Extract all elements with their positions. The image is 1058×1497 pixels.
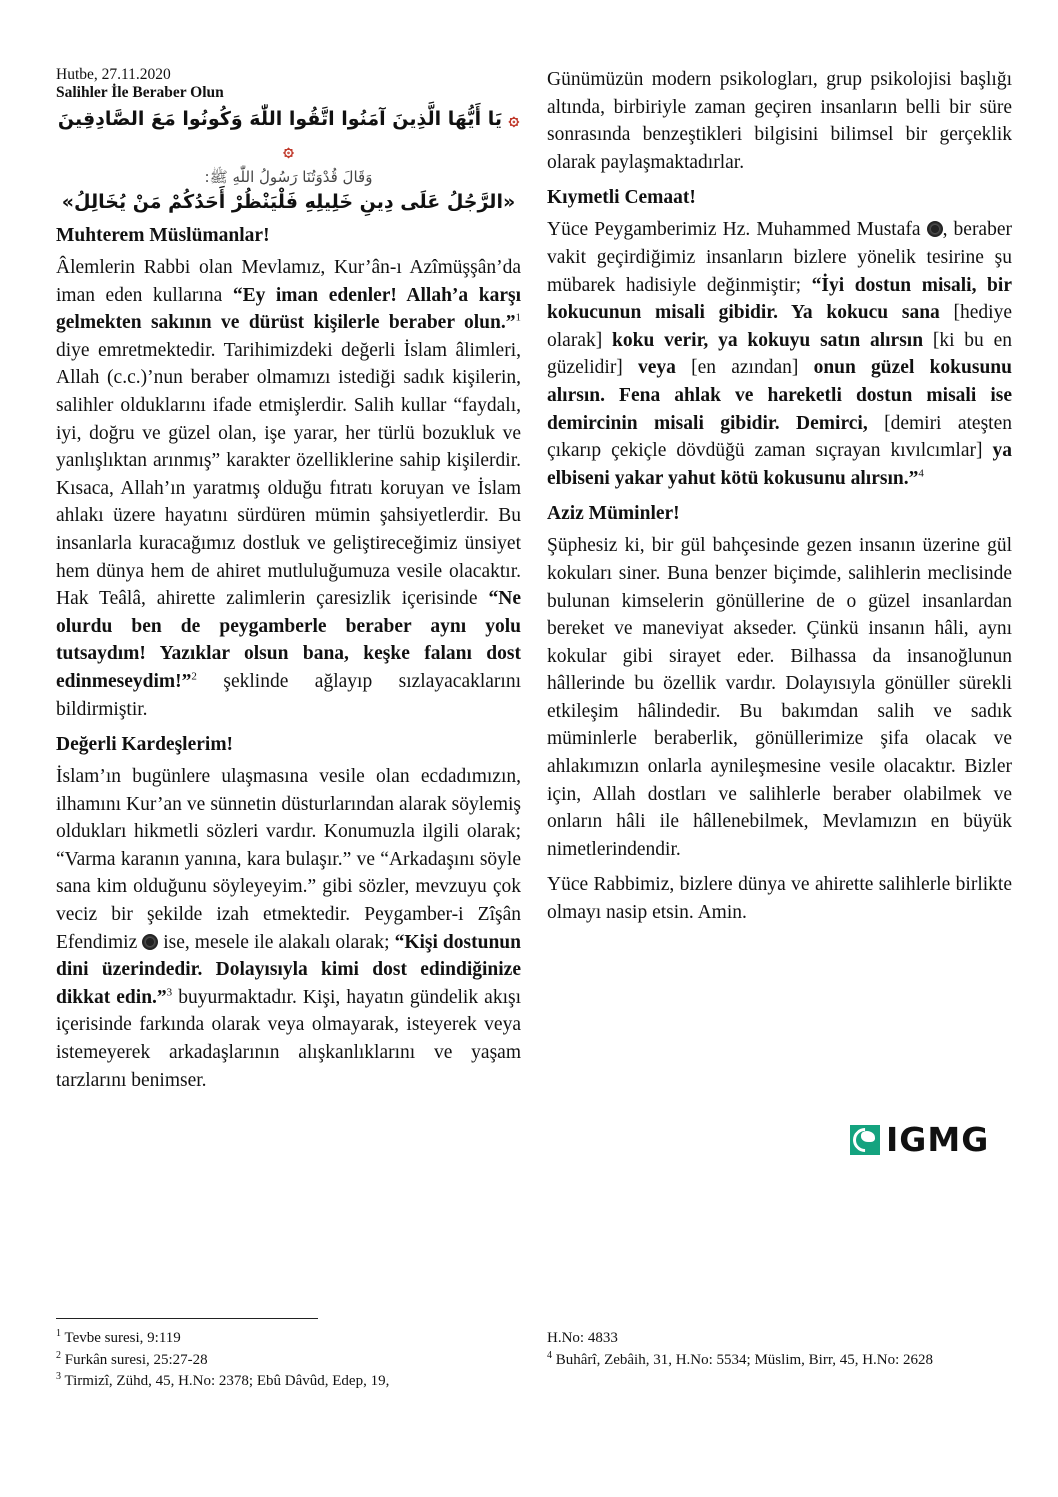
footnotes-right xyxy=(547,1328,1017,1371)
arabic-ayah-text: يَا أَيُّهَا الَّذِينَ آمَنُوا اتَّقُوا اللّٰهَ وَكُونُوا مَعَ الصَّادِقِينَ xyxy=(57,108,502,130)
logo-text: IGMG xyxy=(886,1120,990,1159)
paragraph: Günümüzün modern psikologları, grup psikolojisi başlığı altında, birbiriyle zaman geçiren insanların belli bir süre sonrasında benzeştikleri bilgisini bilimsel bir gerçeklik olarak paylaşmaktadırlar. xyxy=(547,69,1012,173)
footnote-ref[interactable]: 2 xyxy=(191,670,197,683)
text: buyurmaktadır. Kişi, hayatın gündelik akışı içerisinde farkında olarak veya olmayarak, isteyerek veya istemeyerek arkadaşlarının alışkanlıklarını ve yaşam tarzlarını benimser. xyxy=(56,986,521,1091)
text: şeklinde ağlayıp sızlayacaklarını bildirmiştir. xyxy=(56,670,521,720)
footnote-text: Tevbe suresi, 9:119 xyxy=(61,1330,181,1346)
text: [ki bu en güzelidir] xyxy=(547,329,1012,379)
section-heading: Aziz Müminler! xyxy=(547,503,680,525)
quote: “Ne olurdu ben de peygamberle beraber aynı yolu tutsaydım! Yazıklar olsun bana, keşke falanı dost edinmeseydim!” xyxy=(56,588,521,692)
footnote xyxy=(56,1350,526,1372)
crescent-map-icon xyxy=(850,1125,880,1155)
footnote-number: 1 xyxy=(56,1328,61,1339)
igmg-logo xyxy=(850,1120,990,1159)
arabic-ayah xyxy=(56,104,521,166)
quote: “Kişi dostunun dini üzerindedir. Dolayısıyla kimi dost edindiğinize dikkat edin.” xyxy=(56,931,521,1008)
footnote-number: 3 xyxy=(56,1371,61,1382)
sermon-title: Salihler İle Beraber Olun xyxy=(56,84,224,101)
footnote-divider xyxy=(56,1318,318,1319)
text: diye emretmektedir. Tarihimizdeki değerli İslam âlimleri, Allah (c.c.)’nun beraber olmamızı istediği sadık kişilerin, salihler olduklarını ifade etmişlerdir. Salih kullar “faydalı, iyi, doğru ve güzel olan, işe yarar, her türlü bozukluk ve yanlışlıktan arınmış” karakter özelliklerine sahip kişilerdir. Kısaca, Allah’ın yaratmış olduğu fıtratı koruyan ve İslam ahlakı üzere hayatını sürdüren mümin şahsiyetlerdir. Bu insanlarla kuracağımız dostluk ve geliştireceğimiz ünsiyet hem dünya hem de ahiret mutluluğumuza vesile olacaktır. Hak Teâlâ, ahirette zalimlerin çaresizlik içerisinde xyxy=(56,339,521,610)
paragraph: Yüce Rabbimiz, bizlere dünya ve ahirette salihlerle birlikte olmayı nasip etsin. Amin. xyxy=(547,874,1012,924)
footnote-ref[interactable]: 3 xyxy=(166,986,173,999)
footnote-continuation: H.No: 4833 xyxy=(547,1330,618,1346)
section-heading: Kıymetli Cemaat! xyxy=(547,187,696,209)
footnote xyxy=(56,1328,526,1350)
paragraph: Şüphesiz ki, bir gül bahçesinde gezen insanın üzerine gül kokuları siner. Buna benzer biçimde, salihlerin meclisinde bulunan kimselerin gönüllerine de o güzel insanlardan bereket ve maneviyat akseder. Çünkü insanın hâli, aynı kokular gibi sirayet eder. Bilhassa da insanoğlunun hâllerinde bu özellik vardır. Dolayısıyla gönüller sürekli etkileşim hâlindedir. Bu bakımdan salih ve sadık müminlerle beraberlik, gönüllerimize şifa olacak ve ahlakımızın onlarla aynileşmesine vesile olacaktır. Bizler için, Allah dostları ve salihlerle beraber olabilmek ve onların hâli ile hâllenebilmek, Mevlamızın en büyük nimetlerindendir. xyxy=(547,535,1012,860)
ornament-icon: ۞ xyxy=(508,109,520,130)
text: İslam’ın bugünlere ulaşmasına vesile olan ecdadımızın, ilhamını Kur’an ve sünnetin düsturlarından alarak söylemiş oldukları hikmetli sözleri vardır. Konumuzla ilgili olarak; “Varma karanın yanına, kara bulaşır.” ve “Arkadaşını söyle sana kim olduğunu söyleyeyim.” gibi sözler, mevzuyu çok veciz bir şekilde izah etmektedir. Peygamber-i Zîşân Efendimiz xyxy=(56,766,521,953)
footnote-text: Buhârî, Zebâih, 31, H.No: 5534; Müslim, Birr, 45, H.No: 2628 xyxy=(552,1351,934,1368)
footnote-number: 4 xyxy=(547,1349,552,1361)
footnote-ref[interactable]: 1 xyxy=(515,311,521,324)
text: [en azından] xyxy=(675,357,814,379)
text: , beraber vakit geçirdiğimiz insanların bizlere yönelik tesirine şu mübarek hadisiyle değinmiştir; xyxy=(547,219,1012,296)
text: Âlemlerin Rabbi olan Mevlamız, Kur’ân-ı Azîmüşşân’da iman eden kullarına xyxy=(56,257,521,306)
quote: “İyi dostun misali, bir kokucunun misali gibidir. Ya kokucu sana xyxy=(547,274,1012,324)
footnote-text: Furkân suresi, 25:27-28 xyxy=(61,1351,208,1368)
right-column xyxy=(547,66,1012,935)
footnote-text: Tirmizî, Zühd, 45, H.No: 2378; Ebû Dâvûd, Edep, 19, xyxy=(61,1373,390,1389)
arabic-intro: وَقَالَ قُدْوَتُنَا رَسُولُ اللّٰهِ ﷺ: xyxy=(204,168,373,186)
quote: “Ey iman edenler! Allah’a karşı gelmekten sakının ve dürüst kişilerle beraber olun.” xyxy=(56,284,522,334)
section-heading: Muhterem Müslümanlar! xyxy=(56,225,270,246)
sermon-date: Hutbe, 27.11.2020 xyxy=(56,66,171,83)
paragraph xyxy=(547,216,1012,492)
ornament-icon: ۞ xyxy=(283,140,294,161)
salawat-icon xyxy=(927,221,943,237)
paragraph xyxy=(56,254,521,723)
quote: onun güzel kokusunu alırsın. Fena ahlak ve hareketli dostun misali ise demircinin misali gibidir. Demirci, xyxy=(547,357,1012,434)
text: ise, mesele ile alakalı olarak; xyxy=(158,931,395,953)
footnote-number: 2 xyxy=(56,1349,61,1361)
text: [hediye olarak] xyxy=(547,302,1012,351)
text: Yüce Peygamberimiz Hz. Muhammed Mustafa xyxy=(547,219,927,241)
paragraph xyxy=(56,763,521,1094)
footnote xyxy=(547,1350,1017,1372)
footnotes-left xyxy=(56,1328,526,1393)
footnote xyxy=(56,1371,526,1393)
salawat-icon xyxy=(142,934,158,950)
quote: ya elbiseni yakar yahut kötü kokusunu alırsın.” xyxy=(547,440,1012,489)
footnote-ref[interactable]: 4 xyxy=(918,467,924,480)
text: [demiri ateşten çıkarıp çekiçle dövdüğü zaman sıçrayan kıvılcımlar] xyxy=(547,412,1012,462)
quote: koku verir, ya kokuyu satın alırsın xyxy=(612,329,924,351)
quote: veya xyxy=(638,357,676,379)
arabic-hadith: «الرَّجُلُ عَلَى دِينِ خَلِيلِهِ فَلْيَنْظُرْ أَحَدُكُمْ مَنْ يُخَالِلُ» xyxy=(61,191,516,213)
left-column xyxy=(56,66,521,1102)
section-heading: Değerli Kardeşlerim! xyxy=(56,734,234,756)
